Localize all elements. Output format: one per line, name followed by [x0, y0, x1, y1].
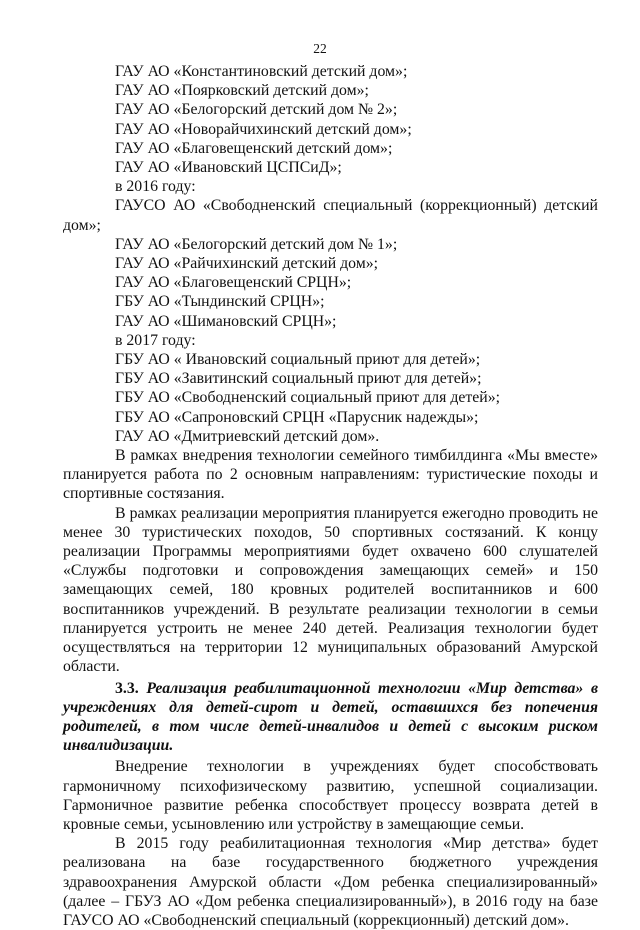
page-content: [63, 62, 598, 930]
list-item: ГБУ АО «Завитинский социальный приют для детей»;: [115, 370, 482, 388]
list-item: ГАУ АО «Белогорский детский дом № 2»;: [115, 101, 398, 119]
list-item: ГБУ АО «Свободненский социальный приют для детей»;: [115, 389, 501, 407]
list-item: ГАУ АО «Шимановский СРЦН»;: [115, 312, 337, 330]
list-item: ГАУ АО «Райчихинский детский дом»;: [115, 255, 379, 273]
paragraph-events: В рамках реализации мероприятия планируется ежегодно проводить не менее 30 туристических походов, 50 спортивных состязаний. К концу реализации Программы мероприятиями будет охвачено 600 слушателей «Службы подготовки и сопровождения замещающих семей» и 150 замещающих семей, 180 кровных родителей воспитанников и 600 воспитанников учреждений. В результате реализации технологии в семьи планируется устроить не менее 240 детей. Реализация технологии будет осуществляться на территории 12 муниципальных образований Амурской области.: [63, 504, 598, 676]
page-number: 22: [313, 41, 327, 56]
list-item: ГБУ АО «Сапроновский СРЦН «Парусник надежды»;: [115, 408, 479, 426]
section-heading: [63, 679, 598, 756]
list-item: ГАУ АО «Поярковский детский дом»;: [115, 82, 369, 100]
section-title: Реализация реабилитационной технологии «Мир детства» в учреждениях для детей-сирот и детей, оставшихся без попечения родителей, в том числе детей-инвалидов и детей с высоким риском инвалидизации.: [63, 679, 598, 755]
year-2016-label: в 2016 году:: [115, 178, 196, 196]
paragraph-intro: Внедрение технологии в учреждениях будет способствовать гармоничному психофизическому развитию, успешной социализации. Гармоничное развитие ребенка способствует процессу возврата детей в кровные семьи, усыновлению или устройству в замещающие семьи.: [63, 758, 598, 833]
list-item: ГАУ АО «Белогорский детский дом № 1»;: [115, 235, 398, 253]
list-item: ГАУСО АО «Свободненский специальный (коррекционный) детский дом»;: [63, 197, 598, 234]
paragraph-teambuilding: В рамках внедрения технологии семейного тимбилдинга «Мы вместе» планируется работа по 2 основным направлениям: туристические походы и спортивные состязания.: [63, 447, 598, 503]
list-item: ГАУ АО «Константиновский детский дом»;: [115, 63, 408, 80]
list-item: ГАУ АО «Новорайчихинский детский дом»;: [115, 120, 412, 138]
year-2017-label: в 2017 году:: [115, 331, 196, 349]
list-item: ГАУ АО «Благовещенский детский дом»;: [115, 139, 393, 157]
section-number: 3.3.: [115, 679, 139, 697]
institution-list-2017: [63, 350, 598, 446]
list-item: ГАУ АО «Дмитриевский детский дом».: [115, 427, 380, 445]
list-item: ГБУ АО «Тындинский СРЦН»;: [115, 293, 325, 311]
institution-list-2015: [63, 62, 598, 177]
list-item: ГАУ АО «Ивановский ЦСПСиД»;: [115, 159, 342, 177]
institution-list-2016: [63, 196, 598, 330]
list-item: ГАУ АО «Благовещенский СРЦН»;: [115, 274, 352, 292]
paragraph-2015: В 2015 году реабилитационная технология «Мир детства» будет реализована на базе государственного бюджетного учреждения здравоохранения Амурской области «Дом ребенка специализированный» (далее – ГБУЗ АО «Дом ребенка специализированный»), в 2016 году на базе ГАУСО АО «Свободненский специальный (коррекционный) детский дом».: [63, 835, 598, 929]
list-item: ГБУ АО « Ивановский социальный приют для детей»;: [115, 351, 481, 369]
